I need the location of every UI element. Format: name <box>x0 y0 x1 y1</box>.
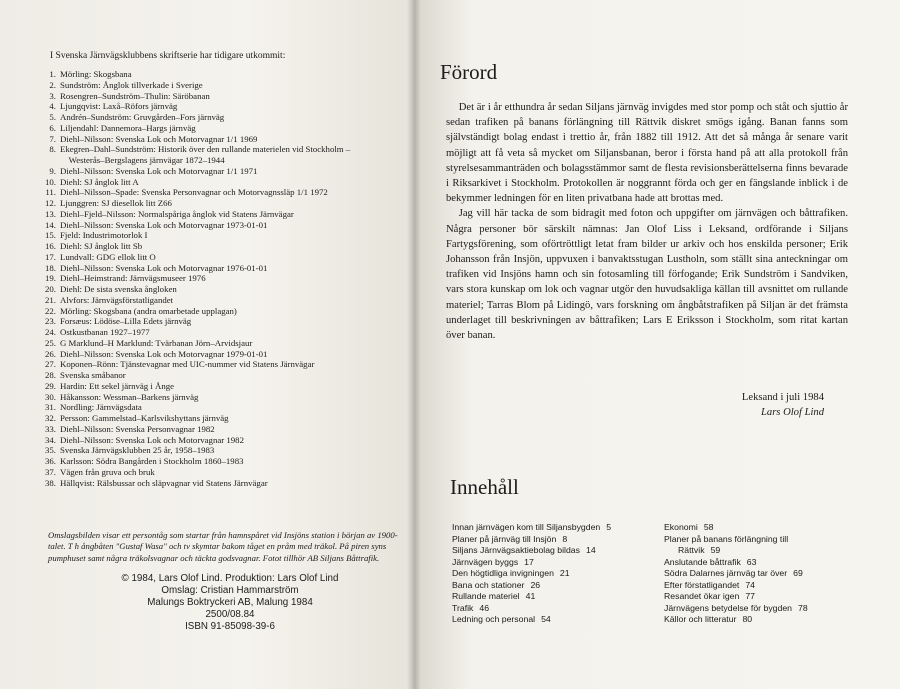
series-item <box>38 370 350 381</box>
series-item <box>38 413 350 424</box>
series-item <box>38 220 350 231</box>
toc-entry <box>452 580 611 592</box>
series-item-number: 10. <box>45 176 56 187</box>
series-item-text: Sundström: Ånglok tillverkade i Sverige <box>60 79 203 90</box>
toc-entry-page: 17 <box>524 556 534 567</box>
series-item-number: 5. <box>49 112 56 122</box>
series-item-text: Mörling: Skogsbana (andra omarbetade upplagan) <box>60 305 237 316</box>
toc-entry-page: 8 <box>562 533 568 544</box>
toc-entry-title: Planer på banans förlängning till <box>664 533 789 544</box>
series-item-text: Fjeld: Industrimotorlok I <box>60 230 148 241</box>
series-item-number: 2. <box>49 79 56 90</box>
toc-entry-title: Resandet ökar igen <box>664 591 740 601</box>
series-item <box>38 230 350 241</box>
toc-entry <box>664 591 808 603</box>
series-item-text: Diehl–Nilsson: Svenska Lok och Motorvagnar 1/1 1969 <box>60 133 258 144</box>
toc-entry <box>664 568 808 580</box>
series-item-number: 28. <box>45 370 56 380</box>
series-item <box>38 402 350 413</box>
series-item <box>38 456 350 467</box>
series-item-number: 6. <box>49 122 56 133</box>
toc-entry-title: Södra Dalarnes järnväg tar över <box>664 568 788 578</box>
series-item-text: Lundvall: GDG ellok litt O <box>60 251 156 262</box>
series-item <box>38 177 350 188</box>
toc-entry-title: Ledning och personal <box>452 614 536 624</box>
toc-entry <box>664 557 808 569</box>
series-item-text: Andrén–Sundström: Gruvgården–Fors järnväg <box>60 112 225 122</box>
toc-entry-page: 54 <box>541 614 551 624</box>
signoff-author: Lars Olof Lind <box>761 407 824 418</box>
series-item <box>38 263 350 274</box>
series-item <box>38 306 350 317</box>
toc-entry <box>664 522 808 534</box>
series-item-number: 35. <box>45 445 56 456</box>
series-item <box>38 241 350 252</box>
series-item <box>38 91 350 102</box>
toc-entry-title: Bana och stationer <box>452 579 525 590</box>
imprint <box>100 573 360 633</box>
series-item-number: 8. <box>49 144 56 155</box>
toc-entry-page: 77 <box>745 591 756 601</box>
series-item-text: Ljungqvist: Laxå–Röfors järnväg <box>60 101 178 112</box>
series-item <box>38 381 350 392</box>
toc-entry <box>452 568 611 580</box>
series-item-text: Forsæus: Lödöse–Lilla Edets järnväg <box>60 316 192 327</box>
toc-entry <box>452 534 611 546</box>
series-item-text: Diehl–Nilsson: Svenska Lok och Motorvagnar 1973-01-01 <box>60 219 268 230</box>
series-item-number: 17. <box>45 251 56 262</box>
toc-entry-page: 74 <box>745 579 756 590</box>
toc-entry-page: 5 <box>606 522 612 532</box>
toc-entry-page: 46 <box>479 602 490 613</box>
toc-entry-page: 59 <box>710 545 721 555</box>
series-item-text: Alvfors: Järnvägsförstatligandet <box>60 294 174 305</box>
series-item-number: 4. <box>49 101 56 112</box>
series-item-text: Svenska Järnvägsklubben 25 år, 1958–1983 <box>60 445 215 456</box>
toc-entry-title: Järnvägens betydelse för bygden <box>664 602 792 613</box>
imprint-line-cover: Omslag: Cristian Hammarström <box>161 585 299 596</box>
series-item-number: 25. <box>45 337 56 348</box>
series-item-text: Ljunggren: SJ diesellok litt Z66 <box>60 198 172 208</box>
series-item-number: 33. <box>45 423 56 434</box>
series-item-text: G Marklund–H Marklund: Tvärbanan Jörn–Arvidsjaur <box>60 337 253 348</box>
series-item-number: 1. <box>49 69 56 79</box>
toc-entry-title: Trafik <box>452 602 474 613</box>
series-item <box>38 209 350 220</box>
series-item-number: 30. <box>45 391 56 402</box>
series-item-text: Ostkustbanan 1927–1977 <box>60 327 150 337</box>
series-item-text: Liljendahl: Dannemora–Hargs järnväg <box>60 122 196 133</box>
series-item-text: Nordling: Järnvägsdata <box>60 402 142 413</box>
series-item <box>38 295 350 306</box>
toc-entry-title: Siljans Järnvägsaktiebolag bildas <box>452 545 580 555</box>
series-item <box>38 327 350 338</box>
series-item-text: Diehl–Nilsson: Svenska Lok och Motorvagnar 1979-01-01 <box>60 348 268 359</box>
series-intro: I Svenska Järnvägsklubbens skriftserie har tidigare utkommit: <box>50 51 286 61</box>
toc-entry-title: Järnvägen byggs <box>452 556 519 567</box>
series-item-text: Persson: Gammelstad–Karlsvikshyttans järnväg <box>60 413 229 423</box>
series-item <box>38 166 350 177</box>
toc-entry-page: 14 <box>585 545 596 555</box>
series-item-text: Karlsson: Södra Bangården i Stockholm 1860–1983 <box>60 456 244 466</box>
forord-body <box>446 100 848 343</box>
series-item-number: 37. <box>45 466 56 477</box>
book-gutter <box>407 0 421 689</box>
series-item-text: Diehl–Nilsson: Svenska Personvagnar 1982 <box>60 423 215 434</box>
toc-entry <box>664 534 808 546</box>
series-item-number: 14. <box>45 219 56 230</box>
series-item <box>38 69 350 80</box>
toc-entry-title: Innan järnvägen kom till Siljansbygden <box>452 522 601 532</box>
series-item <box>38 80 350 91</box>
series-item-number: 11. <box>45 187 56 198</box>
series-item-text: Rosengren–Sundström–Thulin: Säröbanan <box>60 90 210 101</box>
series-item-text: Diehl–Nilsson: Svenska Lok och Motorvagnar 1/1 1971 <box>60 165 258 176</box>
toc-entry-title: Rättvik <box>678 545 705 555</box>
toc-entry <box>664 603 808 615</box>
cover-caption: Omslagsbilden visar ett persontåg som startar från hamnspåret vid Insjöns station i början av 1900-talet. T h ångbåten "Gustaf Wasa" och tv skymtar bakom tåget en pråm med träkol. På piren syns pumphuset samt några träkolsvagnar och täckta godsvagnar. Fotot tillhör AB Siljans Båttrafik. <box>48 530 398 563</box>
series-item <box>38 392 350 403</box>
forord-heading: Förord <box>440 60 498 84</box>
series-item-number: 13. <box>45 208 56 219</box>
forord-paragraph-1: Det är i år etthundra år sedan Siljans järnväg invigdes med stor pomp och ståt och sjuttio år sedan trafiken på banans förlängning till Rättvik diskret smögs igång. Banan fanns som självständigt bolag endast i trettio år, från 1882 till 1912. Att det så många år senare varit möjligt att få veta så mycket om Siljansbanan, beror i första hand på att alla protokoll från styrelsesammanträden och bolagsstämmor samt de flesta revisionsberättelserna finns bevarade i Riksarkivet i Stockholm. Protokollen är noggrannt förda och ger en fängslande inblick i de bekymmer ledningen för en liten privatbana hade att brottas med. <box>446 102 848 205</box>
series-item-number: 18. <box>45 262 56 273</box>
series-item-text: Diehl: SJ ånglok litt Sb <box>60 241 143 251</box>
series-item <box>38 338 350 349</box>
series-item-text: Hällqvist: Rälsbussar och släpvagnar vid Statens Järnvägar <box>60 477 268 488</box>
series-item <box>38 187 350 198</box>
series-item-number: 16. <box>45 241 56 251</box>
series-item <box>38 478 350 489</box>
toc-entry-page: 26 <box>530 579 541 590</box>
toc-entry-title: Den högtidliga invigningen <box>452 568 554 578</box>
series-item-number: 22. <box>45 305 56 316</box>
toc-entry-page: 63 <box>746 556 757 567</box>
forord-paragraph-2: Jag vill här tacka de som bidragit med foton och uppgifter om järnvägen och båttrafiken. Några personer bör särskilt nämnas: Jan Olof Liss i Leksand, ordförande i Siljans Fartygsförening, som oförtröttligt letat fram bilder ur arkiv och hos enskilda personer; Erik Johansson från Insjön, uppvuxen i banvaktsstugan Lustholn, som ställt sina anteckningar om trafiken vid Insjöns hamn och sin fotosamling till förfogande; Erik Sundström i Sandviken, vars stora kunskap om lok och vagnar utgör den huvudsakliga källan till avsnittet om rullande materiel; Tarras Blom på Lidingö, vars forskning om ångbåtstrafiken på Siljan är det främsta underlaget till beskrivningen av båttrafiken; Lars E Eriksson i Stockholm, som ritat kartan över banan. <box>446 208 848 342</box>
series-item-number: 7. <box>49 133 56 144</box>
series-item <box>38 435 350 446</box>
imprint-line-edition: 2500/08.84 <box>205 609 255 620</box>
toc-entry-page: 69 <box>793 568 803 578</box>
toc-entry <box>452 545 611 557</box>
series-item-text: Mörling: Skogsbana <box>60 69 132 79</box>
series-item <box>38 424 350 435</box>
toc-entry-title: Rullande materiel <box>452 591 520 601</box>
series-item-number: 21. <box>45 294 56 305</box>
series-item-number: 29. <box>45 380 56 391</box>
series-item <box>38 467 350 478</box>
toc-entry <box>452 614 611 626</box>
series-item-number: 19. <box>45 273 56 284</box>
signoff-place-date: Leksand i juli 1984 <box>741 392 824 403</box>
imprint-line-copyright: © 1984, Lars Olof Lind. Produktion: Lars Olof Lind <box>121 573 339 584</box>
series-item <box>38 155 350 166</box>
series-item-text: Koponen–Rönn: Tjänstevagnar med UIC-nummer vid Statens Järnvägar <box>60 359 315 370</box>
toc-heading: Innehåll <box>450 475 519 499</box>
series-item-text: Diehl: De sista svenska ångloken <box>60 284 177 294</box>
series-item-text: Vägen från gruva och bruk <box>60 466 155 477</box>
series-item-text: Hardin: Ett sekel järnväg i Ånge <box>60 380 175 391</box>
toc-entry-page: 21 <box>559 568 570 578</box>
toc-entry <box>664 580 808 592</box>
series-item-number: 9. <box>49 165 56 176</box>
series-item-number: 3. <box>49 90 56 101</box>
toc-entry-page: 80 <box>742 614 753 624</box>
imprint-line-isbn: ISBN 91-85098-39-6 <box>185 621 275 632</box>
series-item <box>38 123 350 134</box>
toc-entry <box>664 614 808 626</box>
series-item-number: 26. <box>45 348 56 359</box>
toc-entry-page: 58 <box>703 522 714 532</box>
series-item <box>38 316 350 327</box>
toc-entry-title: Ekonomi <box>664 522 698 532</box>
series-item <box>38 101 350 112</box>
imprint-line-printer: Malungs Boktryckeri AB, Malung 1984 <box>147 597 313 608</box>
toc-entry-page: 78 <box>797 602 808 613</box>
series-item <box>38 144 350 155</box>
toc-entry <box>664 545 808 557</box>
series-item-number: 23. <box>45 316 56 327</box>
series-item-text: Ekegren–Dahl–Sundström: Historik över den rullande materielen vid Stockholm – <box>60 144 351 155</box>
series-list <box>38 69 350 488</box>
series-item-text: Westerås–Bergslagens järnvägar 1872–1944 <box>60 155 225 165</box>
toc-right-column <box>664 522 808 626</box>
series-item <box>38 134 350 145</box>
signoff <box>700 390 824 420</box>
series-item-number: 31. <box>45 402 56 413</box>
series-item <box>38 284 350 295</box>
series-item-text: Diehl–Fjeld–Nilsson: Normalspåriga ånglok vid Statens Järnvägar <box>60 208 294 219</box>
series-item-number: 32. <box>45 413 56 423</box>
toc-entry <box>452 557 611 569</box>
series-item-number: 20. <box>45 284 56 294</box>
series-item-text: Håkansson: Wessman–Barkens järnväg <box>60 391 199 402</box>
series-item-number <box>38 155 56 166</box>
series-item-text: Svenska småbanor <box>60 370 126 380</box>
toc-entry-title: Efter förstatligandet <box>664 579 740 590</box>
series-item <box>38 349 350 360</box>
toc-entry-title: Planer på järnväg till Insjön <box>452 533 557 544</box>
series-item-text: Diehl–Nilsson: Svenska Lok och Motorvagnar 1976-01-01 <box>60 262 268 273</box>
series-item <box>38 273 350 284</box>
series-item <box>38 445 350 456</box>
toc-entry-page: 41 <box>525 591 536 601</box>
toc-left-column <box>452 522 611 626</box>
toc-entry <box>452 603 611 615</box>
series-item-number: 27. <box>45 359 56 370</box>
series-item-text: Diehl–Nilsson–Spade: Svenska Personvagnar och Motorvagnssläp 1/1 1972 <box>60 187 328 198</box>
series-item-number: 36. <box>45 456 56 466</box>
series-item-text: Diehl–Nilsson: Svenska Lok och Motorvagnar 1982 <box>60 434 244 445</box>
series-item-number: 24. <box>45 327 56 337</box>
toc-entry <box>452 591 611 603</box>
series-item-text: Diehl: SJ ånglok litt A <box>60 176 139 187</box>
series-item-number: 34. <box>45 434 56 445</box>
series-item-number: 38. <box>45 477 56 488</box>
series-item-number: 15. <box>45 230 56 241</box>
toc-entry <box>452 522 611 534</box>
toc-entry-title: Källor och litteratur <box>664 614 737 624</box>
toc-entry-title: Anslutande båttrafik <box>664 556 741 567</box>
series-item <box>38 252 350 263</box>
series-item <box>38 359 350 370</box>
series-item-text: Diehl–Heimstrand: Järnvägsmuseer 1976 <box>60 273 206 284</box>
series-item-number: 12. <box>45 198 56 208</box>
series-item <box>38 112 350 123</box>
series-item <box>38 198 350 209</box>
